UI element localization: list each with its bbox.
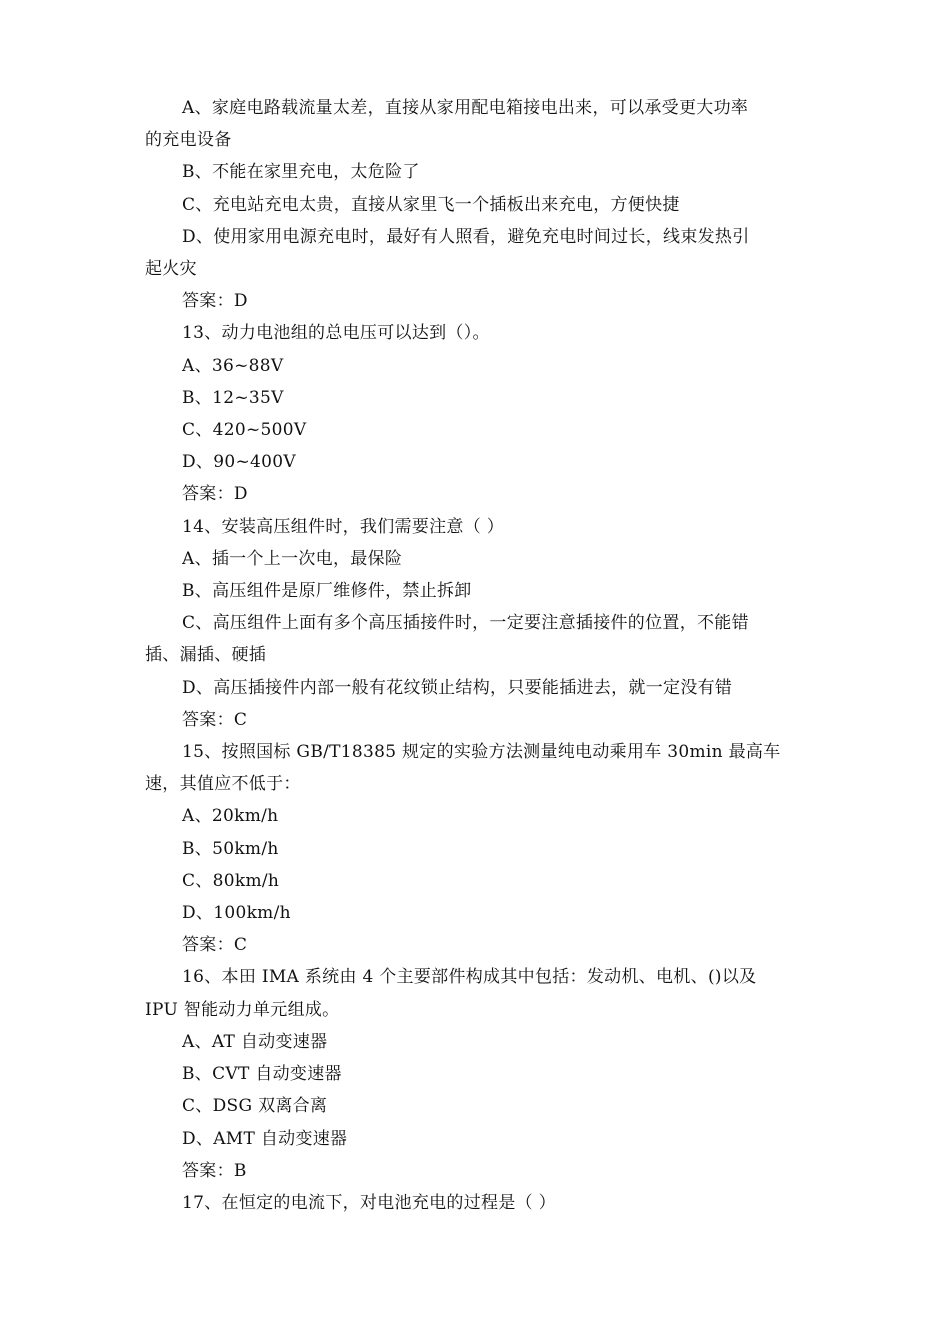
q12-option-d-line1: D、使用家用电源充电时，最好有人照看，避免充电时间过长，线束发热引 xyxy=(182,226,750,247)
q16-option-d: D、AMT 自动变速器 xyxy=(182,1128,348,1149)
q16-option-a: A、AT 自动变速器 xyxy=(182,1031,328,1052)
q14-question: 14、安装高压组件时，我们需要注意（ ） xyxy=(182,516,505,537)
q15-question-line1: 15、按照国标 GB/T18385 规定的实验方法测量纯电动乘用车 30min 最高车 xyxy=(182,742,781,763)
q12-option-b: B、不能在家里充电，太危险了 xyxy=(182,162,420,183)
q13-option-b: B、12~35V xyxy=(182,387,284,408)
q15-option-a: A、20km/h xyxy=(182,806,279,827)
q16-answer: 答案：B xyxy=(182,1160,247,1181)
q12-option-c: C、充电站充电太贵，直接从家里飞一个插板出来充电，方便快捷 xyxy=(182,194,680,215)
q17-question: 17、在恒定的电流下，对电池充电的过程是（ ） xyxy=(182,1192,556,1213)
q14-option-d: D、高压插接件内部一般有花纹锁止结构，只要能插进去，就一定没有错 xyxy=(182,677,733,698)
q13-question: 13、动力电池组的总电压可以达到（）。 xyxy=(182,323,490,344)
question-content xyxy=(145,92,805,1219)
q15-option-b: B、50km/h xyxy=(182,838,279,859)
q14-option-b: B、高压组件是原厂维修件，禁止拆卸 xyxy=(182,581,472,602)
q15-option-c: C、80km/h xyxy=(182,870,280,891)
q15-option-d: D、100km/h xyxy=(182,903,291,924)
q16-option-c: C、DSG 双离合离 xyxy=(182,1096,328,1117)
q15-question-line2: 速，其值应不低于： xyxy=(145,774,301,795)
q16-question-line1: 16、本田 IMA 系统由 4 个主要部件构成其中包括：发动机、电机、()以及 xyxy=(182,967,757,988)
q13-option-d: D、90~400V xyxy=(182,452,296,473)
q12-answer: 答案：D xyxy=(182,291,248,312)
q14-option-c-line2: 插、漏插、硬插 xyxy=(145,645,267,666)
q13-answer: 答案：D xyxy=(182,484,248,505)
q13-option-c: C、420~500V xyxy=(182,420,307,441)
q14-option-a: A、插一个上一次电，最保险 xyxy=(182,548,403,569)
q16-question-line2: IPU 智能动力单元组成。 xyxy=(145,999,340,1020)
q14-answer: 答案：C xyxy=(182,709,248,730)
q12-option-a-line1: A、家庭电路载流量太差，直接从家用配电箱接电出来，可以承受更大功率 xyxy=(182,98,749,118)
q16-option-b: B、CVT 自动变速器 xyxy=(182,1064,342,1085)
q15-answer: 答案：C xyxy=(182,935,248,956)
q12-option-d-line2: 起火灾 xyxy=(145,259,197,280)
q14-option-c-line1: C、高压组件上面有多个高压插接件时，一定要注意插接件的位置，不能错 xyxy=(182,613,749,634)
q12-option-a-line2: 的充电设备 xyxy=(145,130,232,151)
q13-option-a: A、36~88V xyxy=(182,355,284,376)
